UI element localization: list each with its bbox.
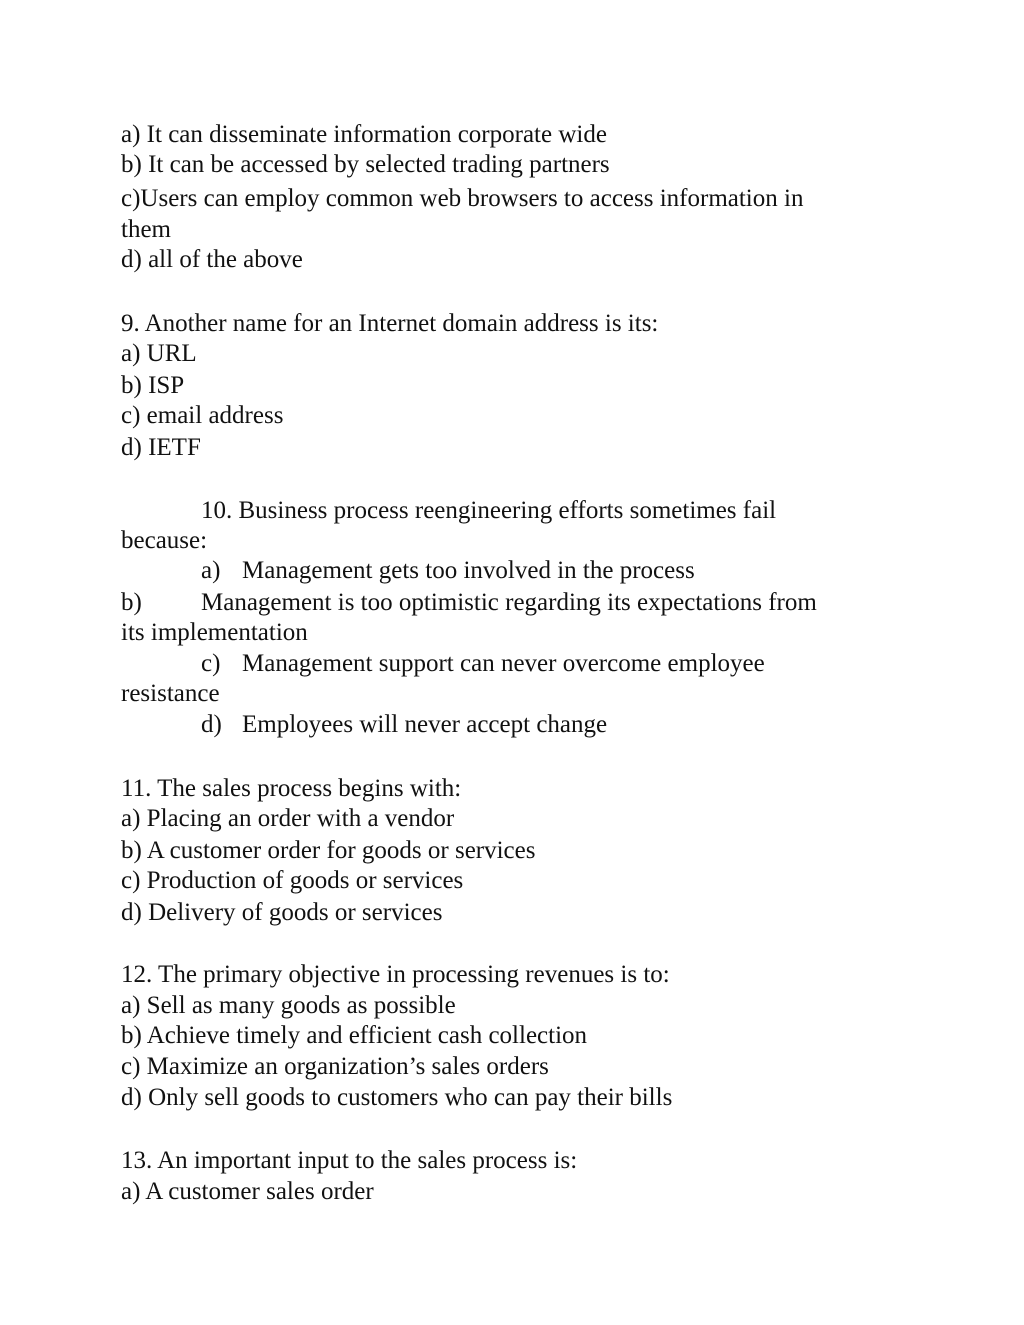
q11-option-a: a) Placing an order with a vendor: [121, 805, 455, 832]
q8-option-a: a) It can disseminate information corporate wide: [121, 121, 607, 148]
q10-question-line1: 10. Business process reengineering efforts sometimes fail: [201, 497, 777, 524]
q9-option-c: c) email address: [121, 402, 284, 429]
q11-option-c: c) Production of goods or services: [121, 867, 464, 894]
q10-option-a-marker: a): [201, 557, 221, 584]
q10-option-c-line1: [201, 649, 765, 679]
q10-option-c-line2: resistance: [121, 680, 220, 707]
q10-option-d: [201, 710, 607, 740]
q10-option-a-text: Management gets too involved in the process: [242, 557, 695, 584]
q12-option-c: c) Maximize an organization’s sales orders: [121, 1053, 549, 1080]
q11-option-b: b) A customer order for goods or services: [121, 837, 536, 864]
q8-option-b: b) It can be accessed by selected trading partners: [121, 151, 610, 178]
q11-option-d: d) Delivery of goods or services: [121, 899, 443, 926]
q11-question: 11. The sales process begins with:: [121, 775, 462, 802]
q9-question: 9. Another name for an Internet domain address is its:: [121, 310, 659, 337]
q10-question-line2: because:: [121, 527, 208, 554]
q10-option-d-text: Employees will never accept change: [242, 711, 608, 738]
q13-option-a: a) A customer sales order: [121, 1178, 374, 1205]
q12-option-d: d) Only sell goods to customers who can pay their bills: [121, 1084, 673, 1111]
q10-option-b-line2: its implementation: [121, 619, 308, 646]
q12-option-b: b) Achieve timely and efficient cash collection: [121, 1022, 588, 1049]
q12-option-a: a) Sell as many goods as possible: [121, 992, 456, 1019]
q10-option-b-text: Management is too optimistic regarding its expectations from: [201, 589, 817, 616]
q9-option-b: b) ISP: [121, 372, 185, 399]
q10-option-b-marker: b): [121, 589, 142, 616]
q8-option-c-line1: c)Users can employ common web browsers to access information in: [121, 185, 804, 212]
q10-option-b-line1: [121, 588, 817, 618]
q10-option-c-marker: c): [201, 650, 221, 677]
q10-option-c-text: Management support can never overcome employee: [242, 650, 765, 677]
q12-question: 12. The primary objective in processing revenues is to:: [121, 961, 670, 988]
q9-option-d: d) IETF: [121, 434, 201, 461]
q9-option-a: a) URL: [121, 340, 197, 367]
q13-question: 13. An important input to the sales process is:: [121, 1147, 578, 1174]
q10-option-d-marker: d): [201, 711, 222, 738]
q8-option-d: d) all of the above: [121, 246, 303, 273]
q10-option-a: [201, 556, 695, 586]
q8-option-c-line2: them: [121, 216, 171, 243]
